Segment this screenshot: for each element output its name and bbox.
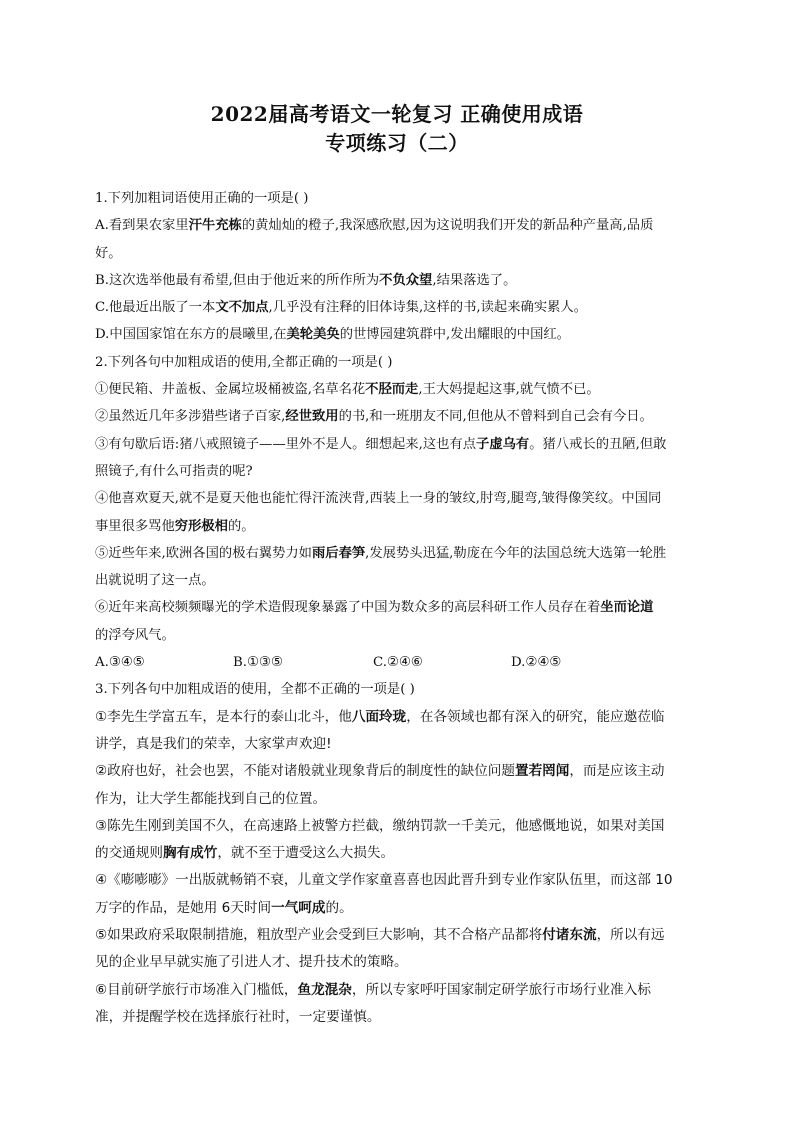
question-2-options xyxy=(95,649,705,676)
page-title: 2022届高考语文一轮复习 正确使用成语 xyxy=(210,102,584,126)
question-2-sentence-5-cont: 出就说明了这一点。 xyxy=(95,573,215,589)
question-3-sentence-4-cont: 万字的作品，是她用 6天时间一气呵成的。 xyxy=(95,899,353,916)
question-3-stem: 3.下列各句中加粗成语的使用，全都不正确的一项是( ) xyxy=(95,682,415,698)
question-1-option-d: D.中国国家馆在东方的晨曦里,在美轮美奂的世博园建筑群中,发出耀眼的中国红。 xyxy=(95,327,570,343)
question-2-sentence-3-cont: 照镜子,有什么可指责的呢? xyxy=(95,463,253,479)
question-1-option-b: B.这次选举他最有希望,但由于他近来的所作所为不负众望,结果落选了。 xyxy=(95,272,517,288)
question-3-sentence-5-cont: 见的企业早早就实施了引进人才、提升技术的策略。 xyxy=(95,954,408,971)
question-3-sentence-2: ②政府也好，社会也罢，不能对诸般就业现象背后的制度性的缺位问题置若罔闻，而是应该主动 xyxy=(95,763,665,780)
question-3-sentence-1-cont: 讲学，真是我们的荣幸，大家掌声欢迎! xyxy=(95,735,332,752)
question-2-option-c: C.②④⑥ xyxy=(373,655,423,671)
question-1-option-c: C.他最近出版了一本文不加点,几乎没有注释的旧体诗集,这样的书,读起来确实累人。 xyxy=(95,300,588,316)
question-2-option-a: A.③④⑤ xyxy=(95,655,145,671)
question-2-sentence-2: ②虽然近几年多涉猎些诸子百家,经世致用的书,和一班朋友不同,但他从不曾料到自己会有今日。 xyxy=(95,409,653,425)
question-1-option-a: A.看到果农家里汗牛充栋的黄灿灿的橙子,我深感欣慰,因为这说明我们开发的新品种产量高,品质 xyxy=(95,218,654,234)
question-3-sentence-5: ⑤如果政府采取限制措施，粗放型产业会受到巨大影响，其不合格产品都将付诸东流，所以有远 xyxy=(95,927,665,944)
question-2-sentence-6: ⑥近年来高校频频曝光的学术造假现象暴露了中国为数众多的高层科研工作人员存在着坐而论道 xyxy=(95,600,654,616)
question-3-sentence-6-cont: 准，并提醒学校在选择旅行社时，一定要谨慎。 xyxy=(95,1008,381,1025)
question-1-stem: 1.下列加粗词语使用正确的一项是( ) xyxy=(95,191,309,206)
question-3-sentence-1: ①李先生学富五车，是本行的泰山北斗，他八面玲珑，在各领域也都有深入的研究，能应邀莅临 xyxy=(95,708,665,725)
question-2-sentence-4-cont: 事里很多骂他穷形极相的。 xyxy=(95,518,255,534)
question-3-sentence-3: ③陈先生刚到美国不久，在高速路上被警方拦截，缴纳罚款一千美元，他感慨地说，如果对美国 xyxy=(95,817,665,834)
question-2-sentence-1: ①便民箱、井盖板、金属垃圾桶被盗,名草名花不胫而走,王大妈提起这事,就气愤不已。 xyxy=(95,382,600,398)
question-3-sentence-6: ⑥目前研学旅行市场准入门槛低，鱼龙混杂，所以专家呼吁国家制定研学旅行市场行业准入标 xyxy=(95,981,651,998)
question-3-sentence-2-cont: 作为，让大学生都能找到自己的位置。 xyxy=(95,790,327,807)
question-2-sentence-5: ⑤近些年来,欧洲各国的极右翼势力如雨后春笋,发展势头迅猛,勒庞在今年的法国总统大选第一轮胜 xyxy=(95,545,667,561)
question-1-option-a-cont: 好。 xyxy=(95,245,122,261)
question-2-option-b: B.①③⑤ xyxy=(233,655,283,671)
question-3-sentence-3-cont: 的交通规则胸有成竹，就不至于遭受这么大损失。 xyxy=(95,845,395,862)
question-2-option-d: D.②④⑤ xyxy=(511,655,562,671)
question-2-stem: 2.下列各句中加粗成语的使用,全都正确的一项是( ) xyxy=(95,354,393,370)
exercise-content xyxy=(95,185,705,1031)
question-3-sentence-4: ④《嘭嘭嘭》一出版就畅销不衰，儿童文学作家童喜喜也因此晋升到专业作家队伍里，而这部 10 xyxy=(95,872,673,889)
question-2-sentence-3: ③有句歇后语:猪八戒照镜子——里外不是人。细想起来,这也有点子虚乌有。猪八戒长的丑陋,但敢 xyxy=(95,436,667,452)
question-2-sentence-4: ④他喜欢夏天,就不是夏天他也能忙得汗流浃背,西装上一身的皱纹,肘弯,腿弯,皱得像笑纹。中国同 xyxy=(95,491,662,507)
question-2-sentence-6-cont: 的浮夸风气。 xyxy=(95,627,175,643)
page-subtitle: 专项练习（二） xyxy=(325,131,469,155)
